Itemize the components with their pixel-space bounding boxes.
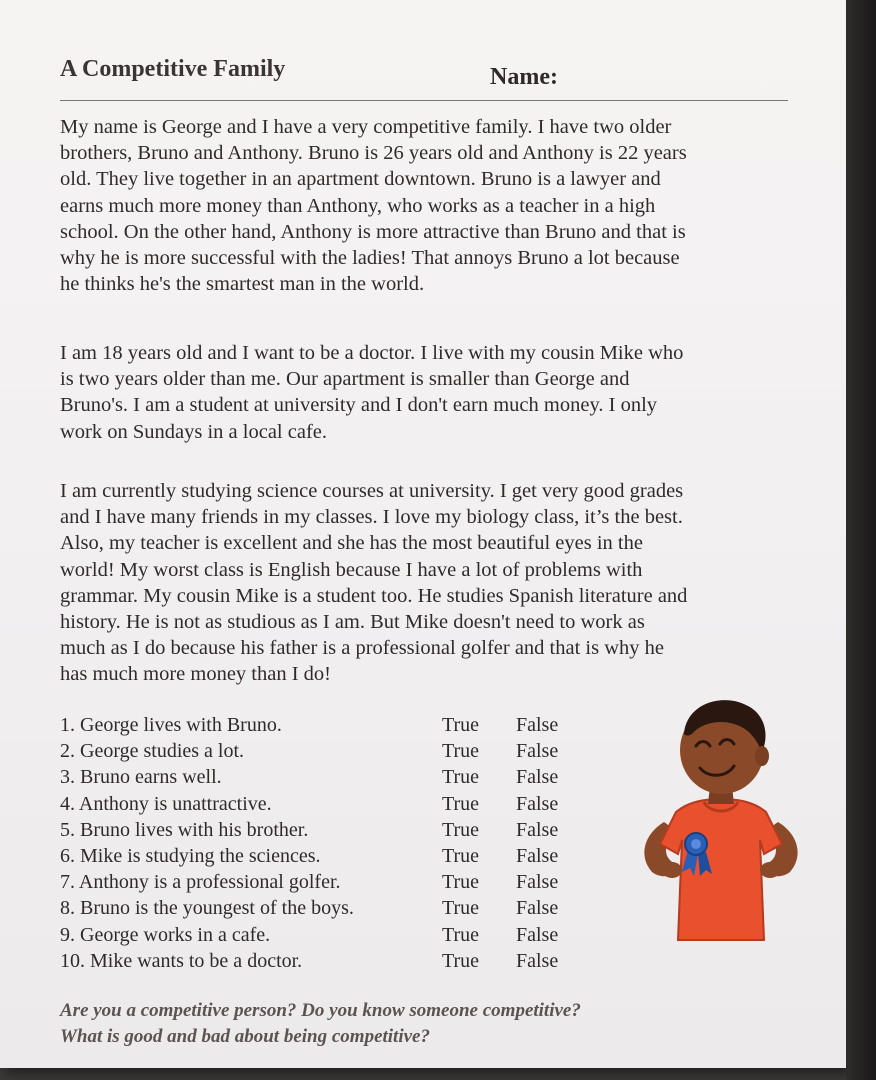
text-line: Also, my teacher is excellent and she has the most beautiful eyes in the bbox=[60, 532, 643, 555]
question-text: 4. Anthony is unattractive. bbox=[60, 792, 272, 815]
question-row bbox=[60, 766, 620, 792]
false-option[interactable]: False bbox=[516, 714, 559, 736]
question-text: 2. George studies a lot. bbox=[60, 740, 245, 763]
worksheet-header bbox=[60, 52, 788, 101]
true-option[interactable]: True bbox=[442, 949, 480, 972]
text-line: he thinks he's the smartest man in the world. bbox=[60, 273, 425, 296]
reading-paragraph-1 bbox=[60, 114, 687, 297]
question-text: 9. George works in a cafe. bbox=[60, 923, 271, 946]
false-option[interactable]: False bbox=[516, 949, 559, 972]
question-text: 7. Anthony is a professional golfer. bbox=[60, 871, 341, 894]
true-option[interactable]: True bbox=[442, 923, 480, 946]
true-option[interactable]: True bbox=[442, 871, 480, 894]
true-option[interactable]: True bbox=[442, 818, 480, 841]
question-row bbox=[60, 950, 620, 976]
text-line: world! My worst class is English because I have a lot of problems with bbox=[60, 558, 643, 581]
true-false-questions bbox=[60, 714, 620, 976]
false-option[interactable]: False bbox=[516, 766, 559, 789]
proud-boy-illustration bbox=[636, 694, 806, 944]
text-line: I am 18 years old and I want to be a doctor. I live with my cousin Mike who bbox=[60, 342, 684, 364]
false-option[interactable]: False bbox=[516, 792, 559, 815]
true-option[interactable]: True bbox=[442, 792, 480, 815]
question-text: 5. Bruno lives with his brother. bbox=[60, 818, 309, 841]
text-line: has much more money than I do! bbox=[60, 663, 331, 686]
text-line: much as I do because his father is a professional golfer and that is why he bbox=[60, 637, 664, 660]
false-option[interactable]: False bbox=[516, 923, 559, 946]
question-text: 3. Bruno earns well. bbox=[60, 766, 222, 789]
text-line: I am currently studying science courses at university. I get very good grades bbox=[60, 480, 684, 502]
prompt-line: What is good and bad about being competitive? bbox=[60, 1026, 430, 1047]
question-text: 1. George lives with Bruno. bbox=[60, 714, 282, 736]
text-line: old. They live together in an apartment downtown. Bruno is a lawyer and bbox=[60, 168, 661, 191]
text-line: grammar. My cousin Mike is a student too. He studies Spanish literature and bbox=[60, 584, 688, 607]
text-line: is two years older than me. Our apartment is smaller than George and bbox=[60, 368, 630, 391]
text-line: My name is George and I have a very competitive family. I have two older bbox=[60, 116, 672, 138]
question-row bbox=[60, 924, 620, 950]
worksheet-title: A Competitive Family bbox=[60, 56, 286, 82]
reading-paragraph-2 bbox=[60, 340, 683, 445]
question-text: 10. Mike wants to be a doctor. bbox=[60, 949, 303, 972]
text-line: brothers, Bruno and Anthony. Bruno is 26 years old and Anthony is 22 years bbox=[60, 142, 687, 165]
question-row bbox=[60, 793, 620, 819]
question-row bbox=[60, 871, 620, 897]
question-row bbox=[60, 897, 620, 923]
false-option[interactable]: False bbox=[516, 844, 559, 867]
question-row bbox=[60, 845, 620, 871]
true-option[interactable]: True bbox=[442, 844, 480, 867]
text-line: school. On the other hand, Anthony is more attractive than Bruno and that is bbox=[60, 220, 686, 243]
question-text: 6. Mike is studying the sciences. bbox=[60, 844, 321, 867]
true-option[interactable]: True bbox=[442, 740, 480, 763]
question-row bbox=[60, 714, 620, 740]
true-option[interactable]: True bbox=[442, 714, 480, 736]
true-option[interactable]: True bbox=[442, 766, 480, 789]
false-option[interactable]: False bbox=[516, 740, 559, 763]
discussion-prompt bbox=[60, 998, 581, 1050]
false-option[interactable]: False bbox=[516, 897, 559, 920]
text-line: Bruno's. I am a student at university and I don't earn much money. I only bbox=[60, 394, 658, 417]
name-label: Name: bbox=[490, 64, 558, 90]
text-line: history. He is not as studious as I am. But Mike doesn't need to work as bbox=[60, 611, 645, 634]
false-option[interactable]: False bbox=[516, 871, 559, 894]
prompt-line: Are you a competitive person? Do you know someone competitive? bbox=[60, 1000, 581, 1021]
question-row bbox=[60, 819, 620, 845]
text-line: earns much more money than Anthony, who works as a teacher in a high bbox=[60, 194, 656, 217]
reading-paragraph-3 bbox=[60, 478, 687, 688]
text-line: work on Sundays in a local cafe. bbox=[60, 420, 327, 443]
background-edge bbox=[846, 0, 876, 1080]
text-line: and I have many friends in my classes. I love my biology class, it’s the best. bbox=[60, 506, 683, 529]
question-row bbox=[60, 740, 620, 766]
text-line: why he is more successful with the ladies! That annoys Bruno a lot because bbox=[60, 247, 680, 270]
question-text: 8. Bruno is the youngest of the boys. bbox=[60, 897, 354, 920]
true-option[interactable]: True bbox=[442, 897, 480, 920]
false-option[interactable]: False bbox=[516, 818, 559, 841]
